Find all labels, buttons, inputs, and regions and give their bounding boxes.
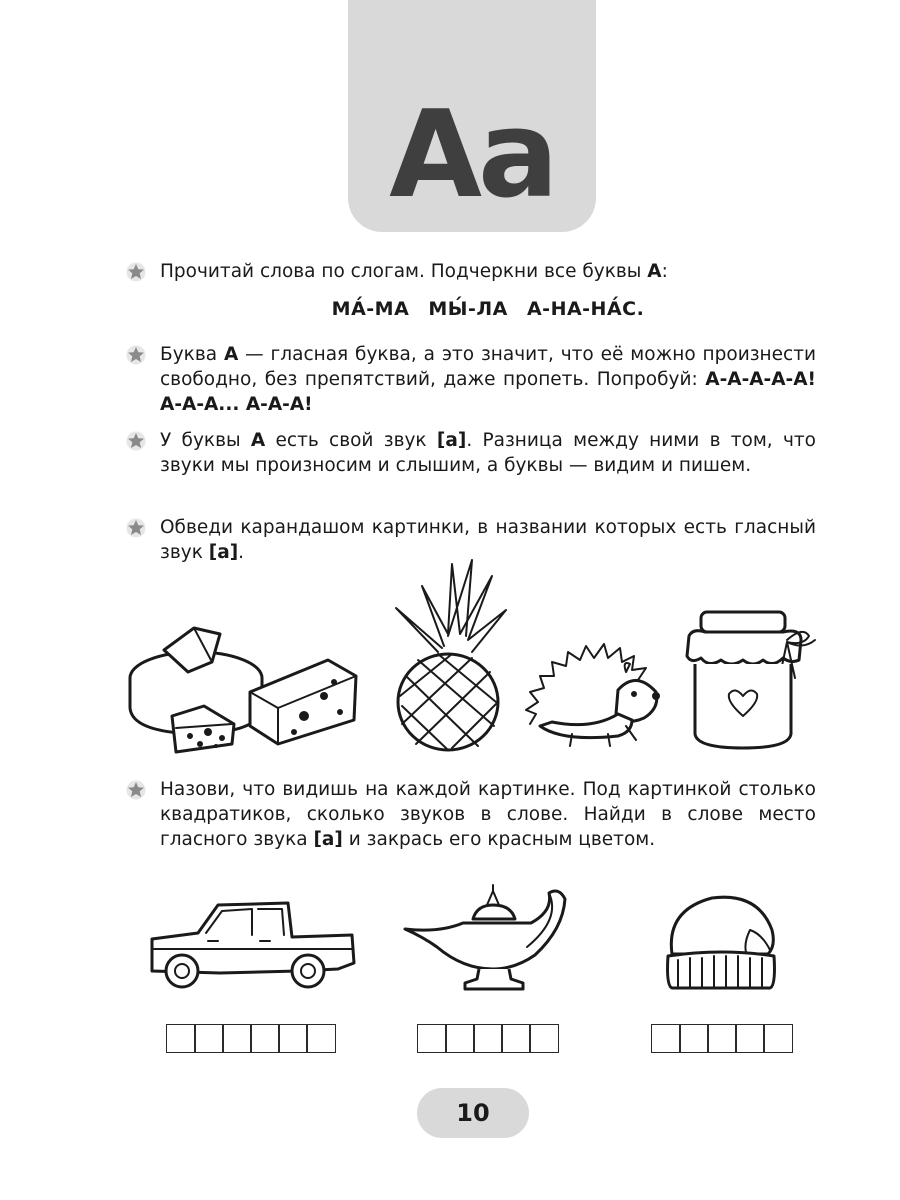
star-bullet-icon <box>126 345 146 365</box>
bold-text: [а] <box>436 430 467 451</box>
text-run: Буква <box>160 344 224 365</box>
sound-box[interactable] <box>250 1024 280 1053</box>
text-run: : <box>661 261 668 282</box>
page-number: 10 <box>417 1088 529 1138</box>
bold-text: А-А-А-А-А! А-А-А... А-А-А! <box>160 369 816 415</box>
task-text <box>160 261 668 282</box>
star-bullet-icon <box>126 518 146 538</box>
bold-text: [а] <box>313 829 343 850</box>
header-letter: Aa <box>389 86 555 225</box>
task-5 <box>160 777 816 852</box>
sound-box[interactable] <box>222 1024 252 1053</box>
bold-text: [а] <box>208 542 239 563</box>
task-text <box>160 779 816 850</box>
bold-text: А <box>647 261 662 282</box>
cheese-icon <box>128 620 358 755</box>
bold-text: А <box>250 430 266 451</box>
text-run: Назови, что видишь на каждой картинке. Под картинкой столько квадратиков, сколько звуков в слове. Найди в слове место гласного звука <box>160 779 816 850</box>
sound-box[interactable] <box>445 1024 475 1053</box>
task-text <box>160 430 816 476</box>
text-run: У буквы <box>160 430 251 451</box>
task-3 <box>160 428 816 478</box>
sound-box[interactable] <box>679 1024 709 1053</box>
sound-box[interactable] <box>194 1024 224 1053</box>
star-bullet-icon <box>126 262 146 282</box>
lamp-icon <box>403 881 567 993</box>
jar-icon <box>683 606 821 752</box>
text-run: . <box>238 542 245 563</box>
text-run: Обведи карандашом картинки, в названии которых есть гласный звук <box>160 517 816 563</box>
sound-box[interactable] <box>501 1024 531 1053</box>
text-run: Прочитай слова по слогам. Подчеркни все буквы <box>160 261 648 282</box>
hedgehog-icon <box>522 630 662 748</box>
sound-box[interactable] <box>306 1024 336 1053</box>
star-bullet-icon <box>126 780 146 800</box>
bold-text: А <box>223 344 239 365</box>
sound-boxes-hat <box>651 1024 791 1053</box>
task-2 <box>160 342 816 417</box>
sound-boxes-lamp <box>417 1024 557 1053</box>
sound-box[interactable] <box>166 1024 196 1053</box>
sound-box[interactable] <box>763 1024 793 1053</box>
header-tab <box>348 0 596 232</box>
sound-box[interactable] <box>473 1024 503 1053</box>
task-1 <box>160 259 816 284</box>
sound-box[interactable] <box>707 1024 737 1053</box>
task-text <box>160 344 816 415</box>
sound-box[interactable] <box>735 1024 765 1053</box>
text-run: есть свой звук <box>265 430 437 451</box>
sound-box[interactable] <box>651 1024 681 1053</box>
sound-boxes-truck <box>166 1024 334 1053</box>
sound-box[interactable] <box>417 1024 447 1053</box>
hat-icon <box>662 890 782 992</box>
text-run: . Разница между ними в том, что звуки мы произносим и слышим, а буквы — видим и пишем. <box>160 430 817 476</box>
syllables-line: МА́-МА МЫ́-ЛА А-НА-НА́С. <box>331 298 645 320</box>
star-bullet-icon <box>126 431 146 451</box>
pineapple-icon <box>382 556 512 754</box>
truck-icon <box>148 893 358 991</box>
text-run: — гласная буква, а это значит, что её можно произнести свободно, без препятствий, даже пропеть. Попробуй: <box>160 344 816 390</box>
sound-box[interactable] <box>278 1024 308 1053</box>
sound-box[interactable] <box>529 1024 559 1053</box>
text-run: и закрась его красным цветом. <box>342 829 656 850</box>
